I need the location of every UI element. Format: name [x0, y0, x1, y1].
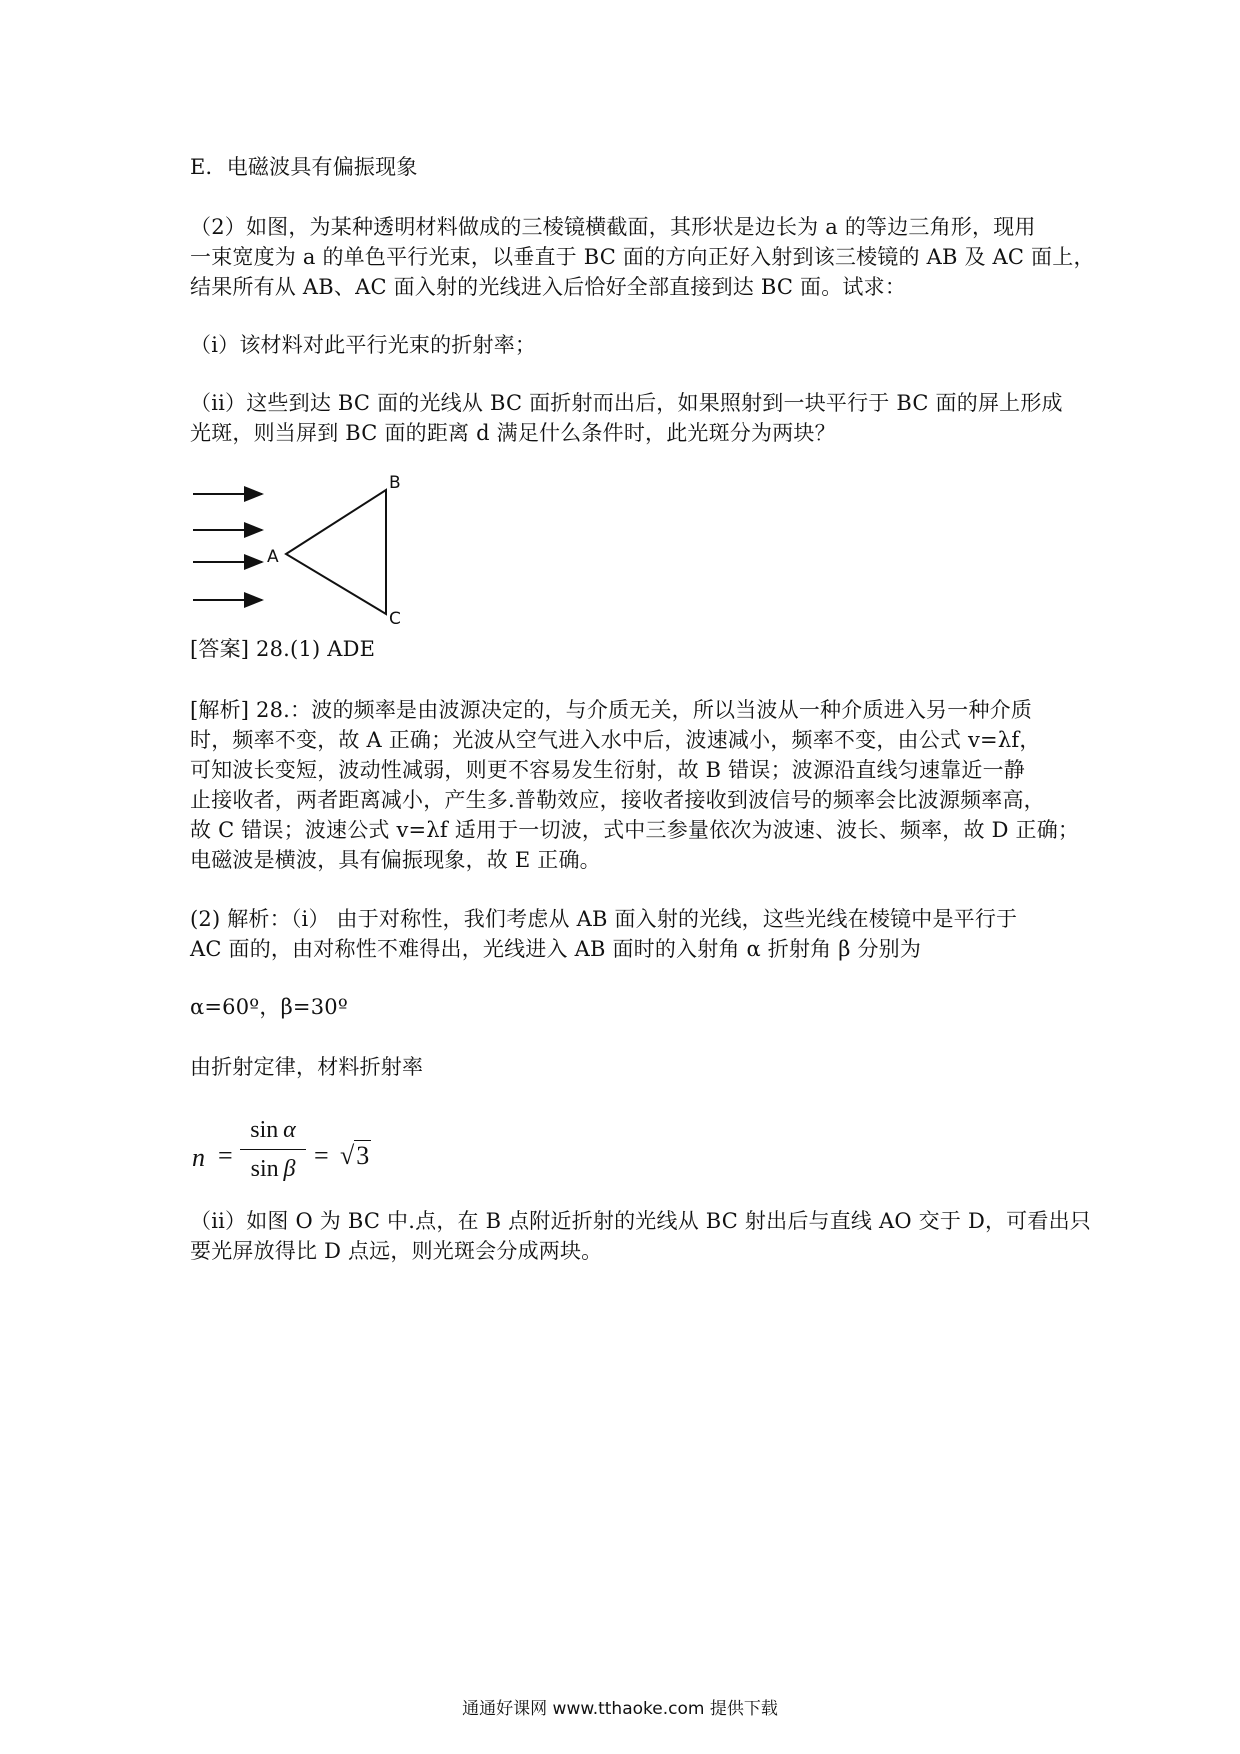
denominator-var: β: [283, 1156, 296, 1182]
vertex-label-c: C: [389, 609, 401, 629]
formula-lhs: n: [192, 1143, 205, 1172]
question-2-line-3: 结果所有从 AB、AC 面入射的光线进入后恰好全部直接到达 BC 面。试求：: [190, 275, 907, 299]
formula-denominator: [240, 1154, 306, 1184]
question-2-part-ii-line-1: （ii）这些到达 BC 面的光线从 BC 面折射而出后，如果照射到一块平行于 BC 面的屏上形成: [190, 391, 1063, 415]
analysis-line-3: 可知波长变短，波动性减弱，则更不容易发生衍射，故 B 错误；波源沿直线匀速靠近一静: [190, 758, 1025, 782]
prism-triangle: [286, 490, 386, 614]
analysis-part-2-line-2: AC 面的，由对称性不难得出，光线进入 AB 面时的入射角 α 折射角 β 分别为: [190, 937, 922, 961]
question-2-line-1: （2）如图，为某种透明材料做成的三棱镜横截面，其形状是边长为 a 的等边三角形，现用: [190, 215, 1036, 239]
numerator-fn: sin: [250, 1117, 279, 1143]
question-2-part-ii-line-2: 光斑，则当屏到 BC 面的距离 d 满足什么条件时，此光斑分为两块？: [190, 421, 836, 445]
sqrt-symbol: √: [340, 1141, 355, 1170]
analysis-line-1: [解析] 28.：波的频率是由波源决定的，与介质无关，所以当波从一种介质进入另一种介质: [190, 698, 1033, 722]
formula-sqrt: [340, 1141, 371, 1171]
formula-equals-2: =: [314, 1141, 329, 1170]
option-e-text: E．电磁波具有偏振现象: [190, 155, 418, 179]
analysis-part-2-line-1: (2) 解析：（i） 由于对称性，我们考虑从 AB 面入射的光线，这些光线在棱镜中是平行于: [190, 907, 1018, 931]
prism-figure: [190, 470, 430, 630]
denominator-fn: sin: [250, 1156, 279, 1182]
refraction-law-line: 由折射定律，材料折射率: [190, 1055, 424, 1079]
analysis-line-5: 故 C 错误；波速公式 v=λf 适用于一切波，式中三参量依次为波速、波长、频率，故 D 正确；: [190, 818, 1080, 842]
formula-equals-1: =: [218, 1141, 233, 1170]
formula-fraction: [240, 1115, 306, 1184]
question-2-line-2: 一束宽度为 a 的单色平行光束，以垂直于 BC 面的方向正好入射到该三棱镜的 AB 及 AC 面上，: [190, 245, 1095, 269]
numerator-var: α: [283, 1117, 296, 1143]
question-2-part-i: （i）该材料对此平行光束的折射率；: [190, 333, 537, 357]
answer-line: [答案] 28.(1) ADE: [190, 637, 376, 661]
angle-values: α=60º，β=30º: [190, 995, 348, 1019]
vertex-label-b: B: [389, 473, 401, 493]
page-footer: 通通好课网 www.tthaoke.com 提供下载: [462, 1699, 778, 1719]
analysis-line-2: 时，频率不变，故 A 正确；光波从空气进入水中后，波速减小，频率不变，由公式 v=λf，: [190, 728, 1041, 752]
vertex-label-a: A: [267, 547, 279, 567]
analysis-part-ii-line-2: 要光屏放得比 D 点远，则光斑会分成两块。: [190, 1239, 603, 1263]
analysis-line-6: 电磁波是横波，具有偏振现象，故 E 正确。: [190, 848, 601, 872]
analysis-line-4: 止接收者，两者距离减小，产生多.普勒效应，接收者接收到波信号的频率会比波源频率高，: [190, 788, 1045, 812]
sqrt-radicand: 3: [356, 1141, 370, 1170]
formula-numerator: [240, 1115, 306, 1145]
fraction-bar: [240, 1149, 306, 1150]
analysis-part-ii-line-1: （ii）如图 O 为 BC 中.点，在 B 点附近折射的光线从 BC 射出后与直线 AO 交于 D，可看出只: [190, 1209, 1091, 1233]
